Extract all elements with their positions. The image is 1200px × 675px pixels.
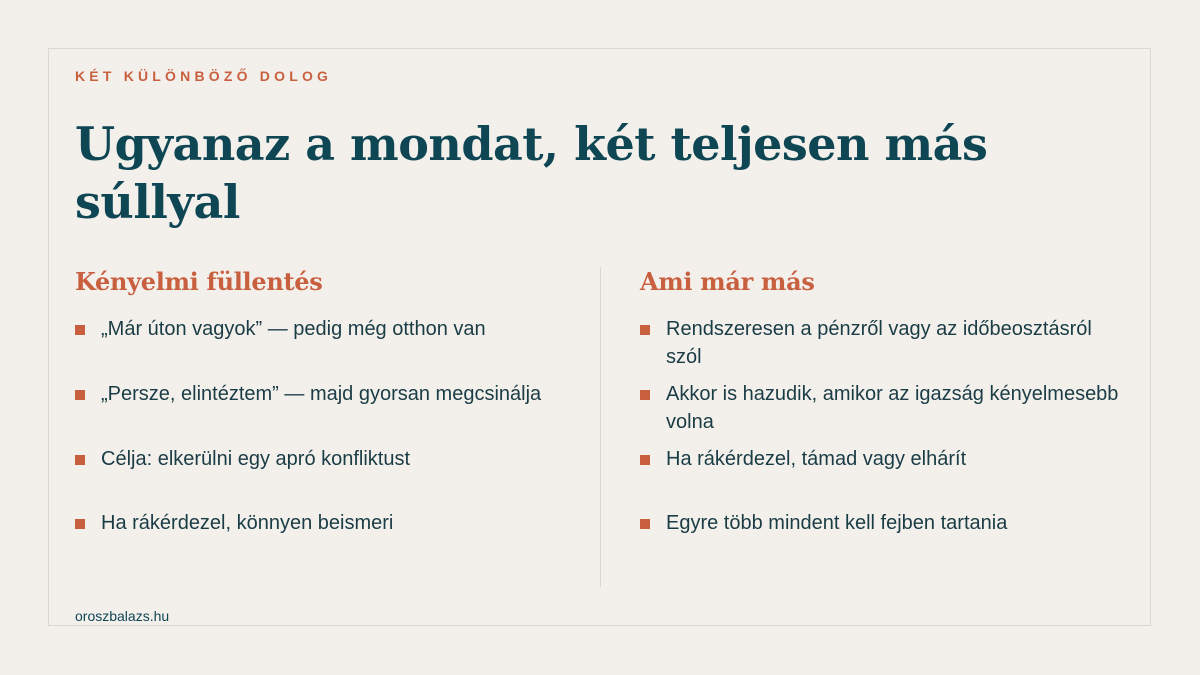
list-item-text: „Már úton vagyok” — pedig még otthon van (101, 318, 486, 340)
slide-title: Ugyanaz a mondat, két teljesen más súllyal (75, 117, 988, 229)
list-item-text: Rendszeresen a pénzről vagy az időbeosztásról szól (666, 318, 1092, 368)
list-item (640, 509, 1120, 573)
footer-website: oroszbalazs.hu (75, 608, 170, 624)
list-item (75, 380, 575, 444)
square-bullet-icon (640, 519, 650, 529)
eyebrow-label: KÉT KÜLÖNBÖZŐ DOLOG (75, 68, 333, 84)
list-item-text: Egyre több mindent kell fejben tartania (666, 512, 1008, 534)
square-bullet-icon (75, 390, 85, 400)
list-item-text: „Persze, elintéztem” — majd gyorsan megcsinálja (101, 383, 542, 405)
list-item (75, 445, 575, 509)
square-bullet-icon (640, 390, 650, 400)
list-item-text: Célja: elkerülni egy apró konfliktust (101, 448, 411, 470)
list-item (75, 509, 575, 573)
list-item (640, 445, 1120, 509)
right-column-heading: Ami már más (640, 267, 815, 296)
left-column-heading: Kényelmi füllentés (75, 267, 323, 296)
square-bullet-icon (75, 519, 85, 529)
square-bullet-icon (75, 325, 85, 335)
slide-card (48, 48, 1151, 626)
list-item (640, 315, 1120, 379)
list-item-text: Ha rákérdezel, támad vagy elhárít (666, 448, 967, 470)
square-bullet-icon (640, 455, 650, 465)
list-item (75, 315, 575, 379)
list-item-text: Ha rákérdezel, könnyen beismeri (101, 512, 394, 534)
column-divider (600, 267, 601, 587)
left-column (75, 265, 575, 534)
square-bullet-icon (640, 325, 650, 335)
list-item-text: Akkor is hazudik, amikor az igazság kényelmesebb volna (666, 383, 1119, 433)
square-bullet-icon (75, 455, 85, 465)
right-column (640, 265, 1120, 534)
list-item (640, 380, 1120, 444)
